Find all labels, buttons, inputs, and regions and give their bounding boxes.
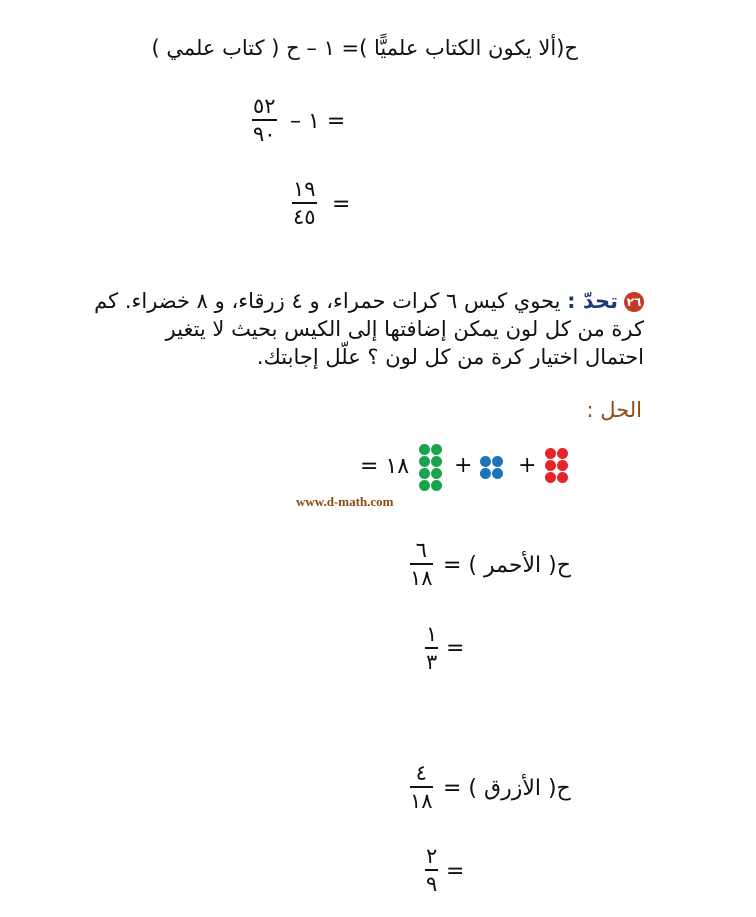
blue-ball	[492, 456, 503, 467]
challenge-title: تحدّ :	[567, 289, 618, 313]
red-balls-group	[545, 448, 569, 483]
green-ball	[419, 456, 430, 467]
red-simplified-equals: =	[446, 636, 465, 661]
red-ball	[545, 472, 556, 483]
blue-probability-label: ح( الأزرق ) =	[443, 776, 571, 801]
solution-label: الحل :	[586, 398, 642, 422]
blue-simplified-numerator: ٢	[426, 844, 438, 868]
blue-numerator: ٤	[415, 761, 427, 785]
red-simplified-fraction	[425, 624, 438, 673]
red-ball	[545, 448, 556, 459]
red-ball	[557, 460, 568, 471]
problem-statement	[84, 287, 644, 371]
step2-denominator: ٤٥	[293, 205, 316, 229]
red-denominator: ١٨	[410, 566, 433, 590]
blue-denominator: ١٨	[410, 789, 433, 813]
blue-fraction	[410, 763, 433, 812]
blue-ball	[480, 468, 491, 479]
green-ball	[431, 444, 442, 455]
green-ball	[419, 444, 430, 455]
problem-number-badge: ٢٦	[624, 292, 644, 312]
red-ball	[545, 460, 556, 471]
green-ball	[431, 468, 442, 479]
complement-probability-line: ح(ألا يكون الكتاب علميًّا )= ١ – ح ( كتاب علمي )	[151, 36, 578, 60]
step2-equals: =	[332, 192, 351, 217]
step1-prefix: = ١ –	[290, 109, 346, 134]
step1-fraction	[252, 96, 277, 145]
step2-fraction	[292, 179, 317, 228]
problem-line-2: كرة من كل لون يمكن إضافتها إلى الكيس بحيث لا يتغير	[165, 317, 644, 341]
blue-balls-group	[480, 456, 504, 480]
green-ball	[419, 480, 430, 491]
problem-line-1	[84, 287, 644, 315]
blue-simplified-equals: =	[446, 859, 465, 884]
red-probability-label: ح( الأحمر ) =	[443, 553, 571, 578]
red-simplified-denominator: ٣	[426, 650, 438, 674]
green-ball	[419, 468, 430, 479]
step2-numerator: ١٩	[293, 177, 316, 201]
blue-simplified-denominator: ٩	[426, 872, 438, 896]
sum-result: ١٨ =	[360, 454, 410, 479]
blue-simplified-fraction	[425, 846, 438, 895]
green-balls-group	[419, 444, 443, 490]
red-simplified-numerator: ١	[426, 622, 438, 646]
red-ball	[557, 472, 568, 483]
site-watermark: www.d-math.com	[296, 494, 394, 509]
red-numerator: ٦	[415, 538, 427, 562]
blue-ball	[492, 468, 503, 479]
green-ball	[431, 456, 442, 467]
red-fraction	[410, 540, 433, 589]
blue-ball	[480, 456, 491, 467]
red-ball	[557, 448, 568, 459]
problem-line-1-text: يحوي كيس ٦ كرات حمراء، و ٤ زرقاء، و ٨ خضراء. كم	[94, 289, 561, 313]
plus-sign: +	[518, 453, 537, 478]
plus-sign: +	[454, 453, 473, 478]
step1-denominator: ٩٠	[253, 122, 276, 146]
step1-numerator: ٥٢	[253, 94, 276, 118]
green-ball	[431, 480, 442, 491]
problem-line-3: احتمال اختيار كرة من كل لون ؟ علّل إجابتك.	[256, 345, 644, 369]
